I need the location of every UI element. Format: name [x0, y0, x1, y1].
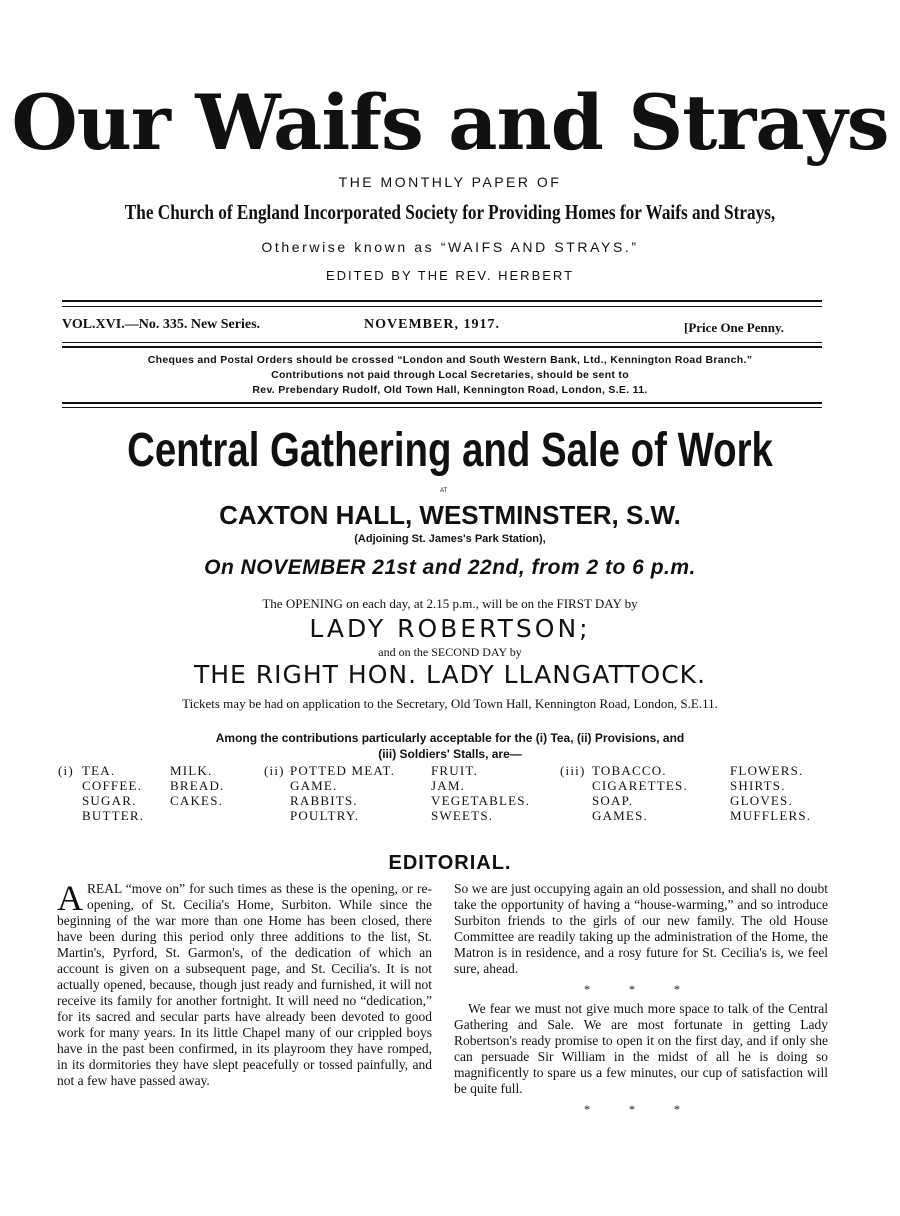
notice-opening-line: The OPENING on each day, at 2.15 p.m., will be on the FIRST DAY by	[262, 596, 638, 611]
list-item: SOAP.	[592, 793, 634, 808]
list-item: SHIRTS.	[730, 778, 786, 793]
editorial-heading: EDITORIAL.	[388, 852, 512, 874]
notice-among	[0, 730, 900, 762]
provisions-col-1	[290, 763, 395, 823]
known-as-line: Otherwise known as “WAIFS AND STRAYS.”	[261, 239, 639, 255]
top-rule	[62, 300, 822, 302]
mid-rule	[62, 342, 822, 343]
list-item: RABBITS.	[290, 793, 358, 808]
cheques-line-1: Cheques and Postal Orders should be crossed “London and South Western Bank, Ltd., Kennington Road Branch.”	[147, 354, 753, 366]
notice-second-opener: THE RIGHT HON. LADY LLANGATTOCK.	[193, 660, 707, 689]
notice-heading: Central Gathering and Sale of Work	[127, 424, 773, 477]
mid-rule-thick	[62, 346, 822, 348]
bottom-rule-thin	[62, 407, 822, 408]
top-rule-thin	[62, 306, 822, 307]
provisions-label: (ii)	[264, 763, 285, 778]
soldiers-col-1	[592, 763, 688, 823]
tea-col-2	[170, 763, 225, 808]
list-item: GAME.	[290, 778, 338, 793]
issue-price: [Price One Penny.	[684, 320, 785, 335]
among-line-2: (iii) Soldiers' Stalls, are—	[378, 747, 522, 761]
section-stars-1: * * *	[584, 982, 698, 996]
notice-venue: CAXTON HALL, WESTMINSTER, S.W.	[219, 500, 681, 530]
notice-at: AT	[440, 488, 448, 494]
masthead-title: Our Waifs and Strays	[11, 78, 889, 167]
list-item: SUGAR.	[82, 793, 137, 808]
bottom-rule	[62, 402, 822, 404]
cheques-line-2: Contributions not paid through Local Secretaries, should be sent to	[271, 369, 629, 381]
editorial-right-paragraph-2: We fear we must not give much more space to talk of the Central Gathering and Sale. We are most fortunate in getting Lady Robertson's ready promise to open it on the first day, and if only she can persuade Sir William in the midst of all he is doing so magnificently to spare us a few minutes, our cup of satisfaction will be quite full.	[454, 1001, 828, 1096]
editorial-left-text: REAL “move on” for such times as these is the opening, or re-opening, of St. Cecilia's Home, Surbiton. While since the beginning of the war more than one Home has been closed, there have been during this period only three additions to the list, St. Martin's, Pyrford, St. Garmon's, of the dedication of which an account is given on a subsequent page, and St. Cecilia's. It is not actually opened, because, though just ready and furnished, it will not receive its family for another fortnight. It will need no “dedication,” for its sacred and secular parts have already been devoted to good work for many years. In its little Chapel many of our crippled boys have in the past been confirmed, in its playroom they have romped, in its dormitories they have slept peacefully or tossed painfully, and not a few have passed away.	[57, 881, 432, 1088]
list-item: TEA.	[82, 763, 116, 778]
list-item: CAKES.	[170, 793, 224, 808]
section-stars-2: * * *	[584, 1102, 698, 1116]
masthead-subtitle: THE MONTHLY PAPER OF	[338, 174, 562, 190]
list-item: GLOVES.	[730, 793, 793, 808]
list-item: POTTED MEAT.	[290, 763, 396, 778]
drop-cap: A	[57, 878, 83, 918]
editorial-right-column	[454, 881, 828, 1121]
issue-volume: VOL.XVI.—No. 335. New Series.	[62, 317, 261, 332]
notice-tickets: Tickets may be had on application to the Secretary, Old Town Hall, Kennington Road, London, S.E.11.	[182, 696, 718, 711]
notice-adjoining: (Adjoining St. James's Park Station),	[354, 533, 546, 545]
list-item: MUFFLERS.	[730, 808, 812, 823]
list-item: GAMES.	[592, 808, 648, 823]
list-item: MILK.	[170, 763, 213, 778]
editorial-left-column	[57, 878, 432, 1089]
list-item: VEGETABLES.	[431, 793, 531, 808]
editorial-left-paragraph	[57, 878, 432, 1089]
list-item: SWEETS.	[431, 808, 494, 823]
tea-label: (i)	[58, 763, 74, 778]
list-item: JAM.	[431, 778, 466, 793]
soldiers-col-2	[730, 763, 811, 823]
list-item: TOBACCO.	[592, 763, 667, 778]
list-item: COFFEE.	[82, 778, 143, 793]
list-item: CIGARETTES.	[592, 778, 688, 793]
list-item: POULTRY.	[290, 808, 360, 823]
editor-line: EDITED BY THE REV. HERBERT	[325, 268, 575, 283]
list-item: FLOWERS.	[730, 763, 804, 778]
notice-first-opener: LADY ROBERTSON;	[309, 614, 591, 643]
notice-dates: On NOVEMBER 21st and 22nd, from 2 to 6 p.m.	[204, 556, 696, 579]
cheques-line-3: Rev. Prebendary Rudolf, Old Town Hall, Kennington Road, London, S.E. 11.	[252, 384, 648, 396]
issue-date: NOVEMBER, 1917.	[364, 317, 500, 332]
soldiers-label: (iii)	[560, 763, 586, 778]
tea-col-1	[82, 763, 144, 823]
editorial-right-paragraph-1: So we are just occupying again an old possession, and shall no doubt take the opportunity of having a “house-warming,” and so introduce Surbiton friends to the girls of our new family. The old House Committee are readily taking up the administration of the Home, the Matron is in residence, and a rosy future for St. Cecilia's is, we feel sure, ahead.	[454, 881, 828, 976]
list-item: BREAD.	[170, 778, 225, 793]
society-name: The Church of England Incorporated Society for Providing Homes for Waifs and Strays,	[124, 200, 776, 224]
provisions-col-2	[431, 763, 530, 823]
among-line-1: Among the contributions particularly acceptable for the (i) Tea, (ii) Provisions, and	[215, 731, 685, 745]
list-item: FRUIT.	[431, 763, 479, 778]
notice-second-line: and on the SECOND DAY by	[378, 645, 522, 659]
list-item: BUTTER.	[82, 808, 145, 823]
